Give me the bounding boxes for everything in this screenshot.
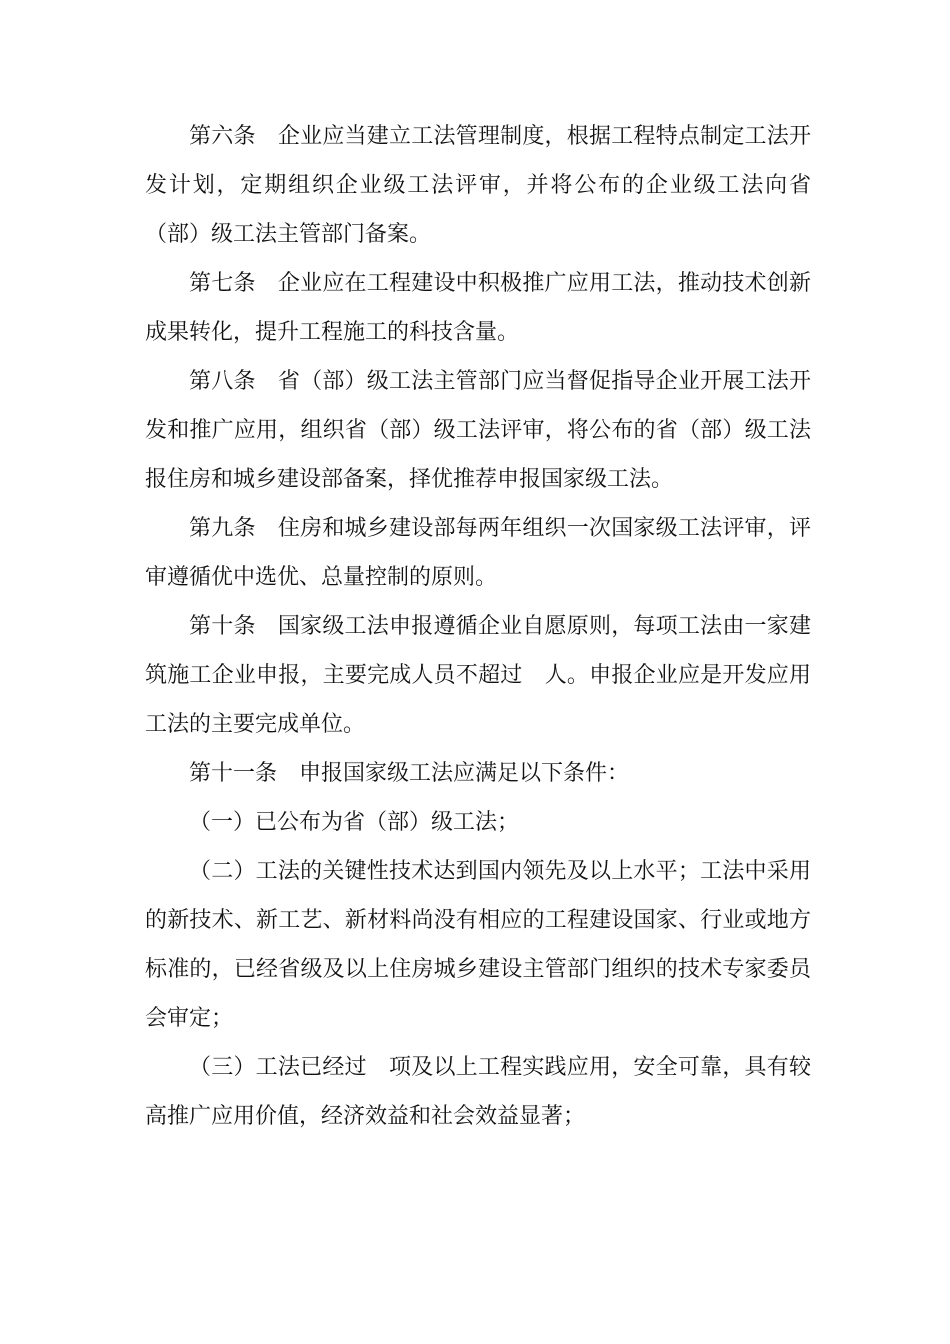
article-8-paragraph: 第八条 省（部）级工法主管部门应当督促指导企业开展工法开发和推广应用，组织省（部）级工法评审，将公布的省（部）级工法报住房和城乡建设部备案，择优推荐申报国家级工法。 (145, 369, 811, 492)
article-11-paragraph: 第十一条 申报国家级工法应满足以下条件： (189, 761, 630, 786)
condition-3-paragraph: （三）工法已经过 项及以上工程实践应用，安全可靠，具有较高推广应用价值，经济效益和社会效益显著； (145, 1055, 811, 1129)
condition-1-paragraph: （一）已公布为省（部）级工法； (189, 810, 520, 835)
document-page (145, 112, 811, 1141)
article-6-paragraph: 第六条 企业应当建立工法管理制度，根据工程特点制定工法开发计划，定期组织企业级工法评审，并将公布的企业级工法向省（部）级工法主管部门备案。 (145, 124, 811, 247)
article-9-paragraph: 第九条 住房和城乡建设部每两年组织一次国家级工法评审，评审遵循优中选优、总量控制的原则。 (145, 516, 811, 590)
article-10-paragraph: 第十条 国家级工法申报遵循企业自愿原则，每项工法由一家建筑施工企业申报，主要完成人员不超过 人。申报企业应是开发应用工法的主要完成单位。 (145, 614, 811, 737)
article-7-paragraph: 第七条 企业应在工程建设中积极推广应用工法，推动技术创新成果转化，提升工程施工的科技含量。 (145, 271, 811, 345)
condition-2-paragraph: （二）工法的关键性技术达到国内领先及以上水平；工法中采用的新技术、新工艺、新材料尚没有相应的工程建设国家、行业或地方标准的，已经省级及以上住房城乡建设主管部门组织的技术专家委员会审定； (145, 859, 811, 1031)
